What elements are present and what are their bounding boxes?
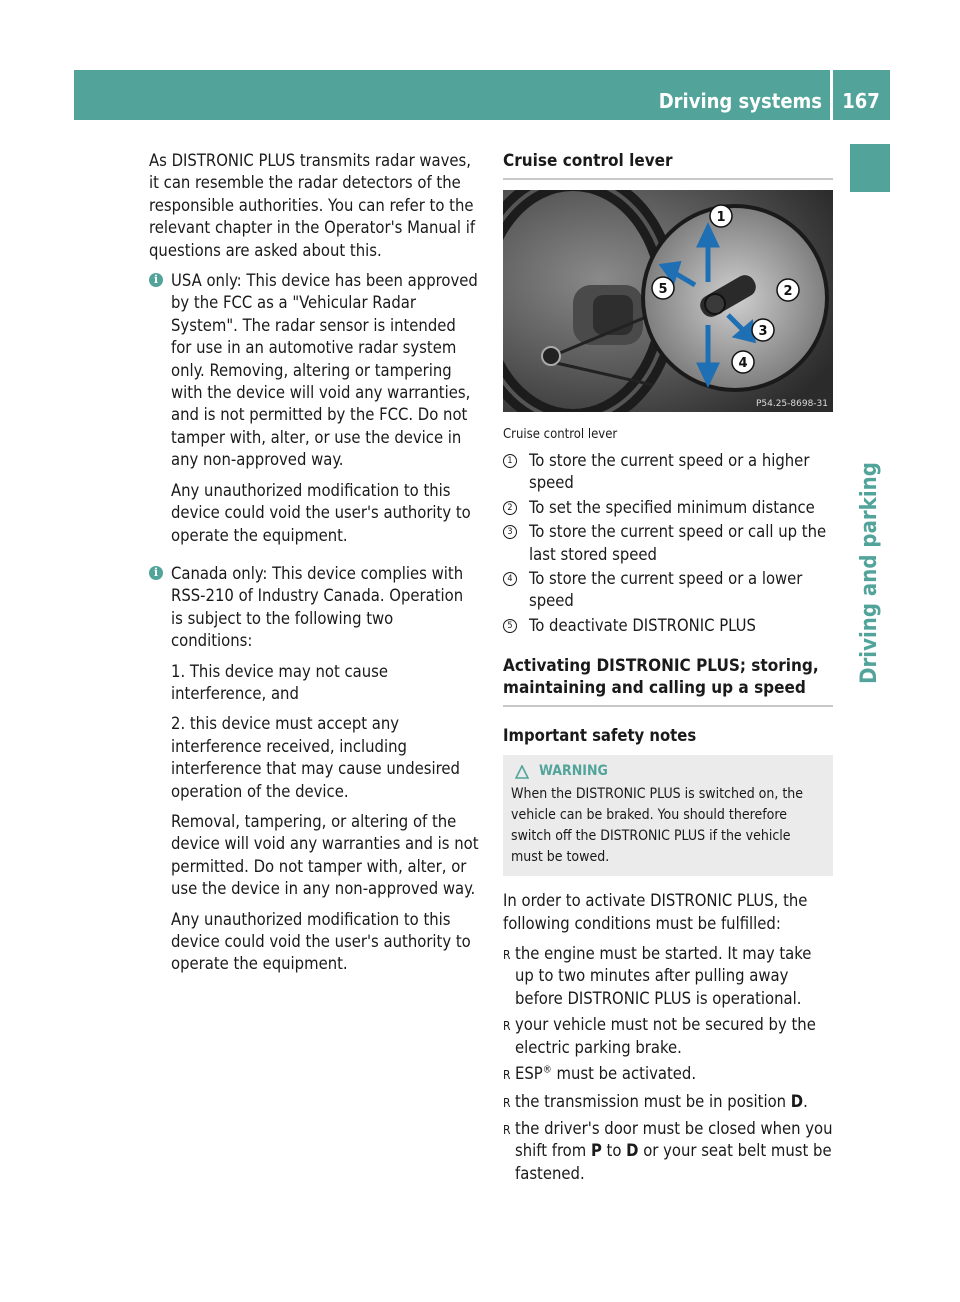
- bullet-marker: R: [503, 1122, 511, 1137]
- info-icon: i: [149, 566, 163, 580]
- registered-mark: ®: [542, 1064, 552, 1076]
- right-column: [503, 150, 833, 1189]
- figure-code: P54.25-8698-31: [755, 399, 828, 409]
- figure-callout-2: 2: [783, 284, 793, 299]
- gear-key-d: D: [790, 1091, 804, 1111]
- bullet-marker: R: [503, 948, 511, 963]
- info-canada-text-2: 1. This device may not cause interference, and: [171, 661, 389, 703]
- activation-intro: In order to activate DISTRONIC PLUS, the following conditions must be fulfilled:: [503, 891, 808, 933]
- list-item: [503, 1091, 833, 1114]
- left-column: [149, 150, 479, 992]
- callout-number: 1: [503, 454, 517, 468]
- side-tab-label: Driving and parking: [857, 462, 882, 684]
- info-canada-text: Canada only: This device complies with RSS-210 of Industry Canada. Operation is subject to the following two conditions:: [171, 563, 464, 651]
- list-item: [503, 497, 833, 519]
- bullet-text-part: to: [601, 1141, 627, 1161]
- list-item: [503, 1063, 833, 1086]
- subsection-title-safety: Important safety notes: [503, 726, 697, 746]
- bullet-text-part: the driver's door must be closed when you shift from: [515, 1118, 833, 1161]
- page-title: Driving systems: [658, 89, 822, 113]
- callout-text: To store the current speed or a higher speed: [529, 451, 810, 493]
- callout-text: To store the current speed or call up the last stored speed: [529, 522, 827, 564]
- esp-text: ESP: [515, 1064, 543, 1084]
- warning-triangle-icon: [515, 765, 529, 779]
- list-item: [503, 1118, 833, 1185]
- section-title-cruise-lever: Cruise control lever: [503, 150, 833, 180]
- info-canada-text-4: Removal, tampering, or altering of the device will void any warranties and is not permitted. Do not tamper with, alter, or use the device in any non-approved way.: [171, 811, 479, 899]
- callout-text: To store the current speed or a lower speed: [529, 569, 803, 611]
- figure-callout-1: 1: [716, 210, 726, 225]
- info-note-usa: [149, 270, 479, 555]
- list-item: [503, 615, 833, 637]
- figure-callout-3: 3: [758, 324, 768, 339]
- warning-heading: [511, 761, 825, 782]
- warning-text: When the DISTRONIC PLUS is switched on, the vehicle can be braked. You should therefore switch off the DISTRONIC PLUS if the vehicle must be towed.: [511, 786, 804, 866]
- header-separator: [830, 70, 833, 120]
- bullet-text: [515, 1063, 833, 1086]
- gear-key-d: D: [626, 1141, 639, 1161]
- bullet-text-part: or your seat belt must be fastened.: [515, 1141, 832, 1183]
- callout-text: To set the specified minimum distance: [529, 497, 815, 517]
- info-usa-text: USA only: This device has been approved by the FCC as a "Vehicular Radar System". The radar sensor is intended for use in an automotive radar system only. Removing, altering or tampering with the device will void any warranties, and is not permitted by the FCC. Do not tamper with, alter, or use the device in any non-approved way.: [171, 271, 478, 470]
- callout-number: 3: [503, 525, 517, 539]
- bullet-marker: R: [503, 1068, 511, 1083]
- conditions-list: [503, 943, 833, 1185]
- bullet-marker: R: [503, 1019, 511, 1034]
- esp-text-rest: must be activated.: [551, 1064, 697, 1084]
- callout-number: 4: [503, 572, 517, 586]
- bullet-text: the engine must be started. It may take up to two minutes after pulling away before DISTRONIC PLUS is operational.: [515, 944, 812, 1008]
- gear-key-p: P: [590, 1141, 602, 1161]
- info-canada-text-3: 2. this device must accept any interference received, including interference that may cause undesired operation of the device.: [171, 714, 460, 801]
- warning-label: WARNING: [539, 763, 608, 780]
- bullet-text: your vehicle must not be secured by the electric parking brake.: [515, 1015, 816, 1057]
- bullet-text: [515, 1118, 833, 1185]
- list-item: [503, 521, 833, 566]
- list-item: [503, 1014, 833, 1059]
- callout-text: To deactivate DISTRONIC PLUS: [529, 615, 756, 635]
- cruise-control-figure: [503, 190, 833, 412]
- callout-number: 2: [503, 501, 517, 515]
- list-item: [503, 568, 833, 613]
- figure-caption: Cruise control lever: [503, 427, 618, 442]
- intro-paragraph: As DISTRONIC PLUS transmits radar waves, it can resemble the radar detectors of the responsible authorities. You can refer to the relevant chapter in the Operator's Manual if questions are asked about this.: [149, 151, 476, 260]
- figure-callout-5: 5: [658, 282, 668, 297]
- warning-box: [503, 755, 833, 876]
- page-number: 167: [842, 89, 880, 113]
- info-note-canada: [149, 563, 479, 984]
- info-canada-text-5: Any unauthorized modification to this device could void the user's authority to operate the equipment.: [171, 909, 471, 974]
- section-title-activating: Activating DISTRONIC PLUS; storing, maintaining and calling up a speed: [503, 655, 833, 707]
- steering-wheel-illustration: [503, 190, 833, 412]
- bullet-text-part: .: [803, 1091, 808, 1111]
- list-item: [503, 943, 833, 1010]
- bullet-marker: R: [503, 1095, 511, 1110]
- callout-list: [503, 450, 833, 637]
- list-item: [503, 450, 833, 495]
- bullet-text: [515, 1091, 833, 1114]
- bullet-text-part: the transmission must be in position: [515, 1091, 791, 1111]
- info-usa-text-2: Any unauthorized modification to this device could void the user's authority to operate the equipment.: [171, 480, 471, 545]
- callout-number: 5: [503, 619, 517, 633]
- info-icon: i: [149, 273, 163, 287]
- side-tab-marker: [850, 144, 890, 192]
- figure-callout-4: 4: [738, 356, 748, 371]
